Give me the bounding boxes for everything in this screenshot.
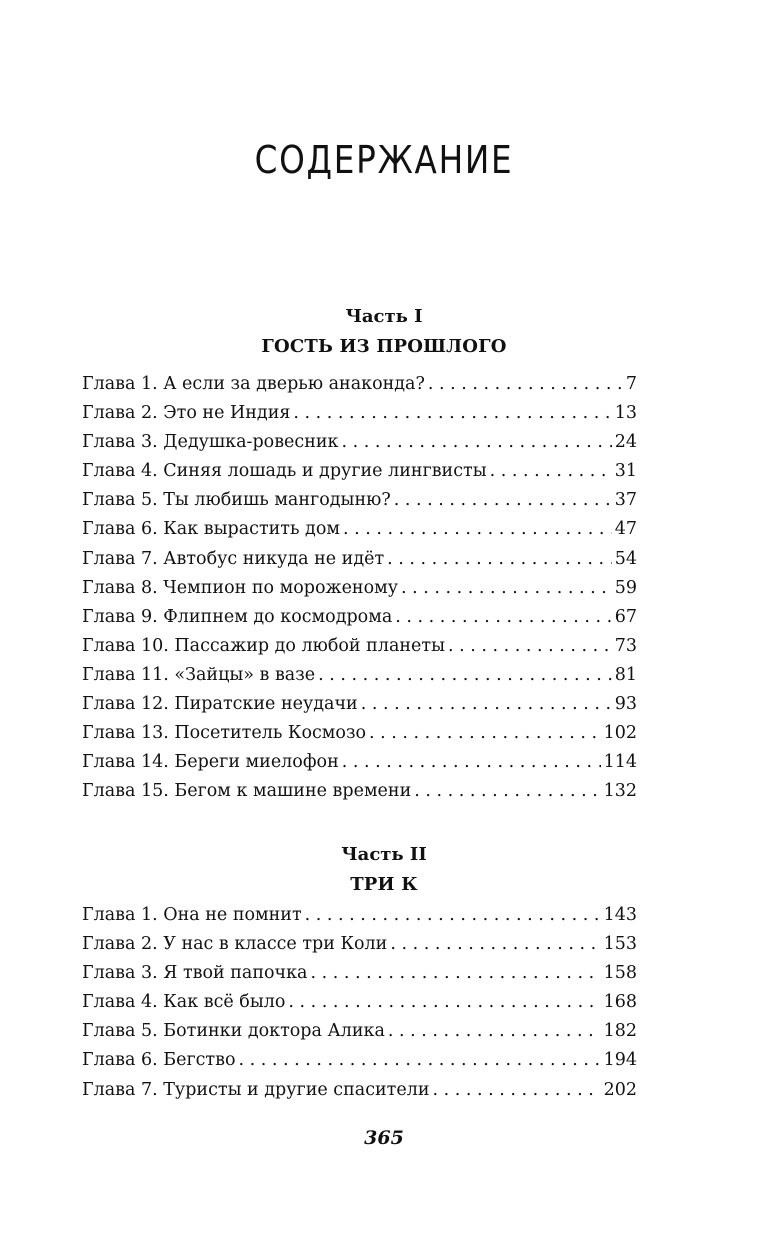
chapter-title: Глава 2. Это не Индия <box>82 403 291 424</box>
toc-entry <box>82 781 637 810</box>
dot-leader <box>414 781 600 801</box>
chapter-title: Глава 2. У нас в классе три Коли <box>82 934 388 955</box>
toc-part-2 <box>82 905 637 1109</box>
dot-leader <box>342 752 601 772</box>
part-2-label: Часть II <box>341 844 427 865</box>
dot-leader <box>448 636 612 656</box>
chapter-page-number: 202 <box>603 1079 637 1100</box>
toc-entry <box>82 374 637 403</box>
dot-leader <box>395 607 611 627</box>
chapter-page-number: 158 <box>603 963 637 984</box>
chapter-page-number: 7 <box>625 374 637 394</box>
chapter-page-number: 168 <box>603 992 637 1013</box>
chapter-title: Глава 11. «Зайцы» в вазе <box>82 664 316 685</box>
dot-leader <box>318 665 612 685</box>
toc-entry <box>82 1021 637 1050</box>
chapter-title: Глава 7. Автобус никуда не идёт <box>82 548 385 569</box>
chapter-title: Глава 7. Туристы и другие спасители <box>82 1079 430 1100</box>
part-1-label: Часть I <box>345 306 423 327</box>
toc-entry <box>82 752 637 781</box>
chapter-title: Глава 6. Как вырастить дом <box>82 519 340 540</box>
dot-leader <box>343 519 612 539</box>
dot-leader <box>239 1050 601 1070</box>
chapter-page-number: 143 <box>603 905 637 925</box>
part-2-name: ТРИ К <box>350 874 418 895</box>
dot-leader <box>369 723 601 743</box>
dot-leader <box>433 1080 601 1100</box>
part-1-name: ГОСТЬ ИЗ ПРОШЛОГО <box>261 336 507 357</box>
chapter-title: Глава 13. Посетитель Космозо <box>82 723 367 744</box>
chapter-page-number: 153 <box>603 934 637 955</box>
toc-entry <box>82 905 637 934</box>
chapter-title: Глава 9. Флипнем до космодрома <box>82 606 393 627</box>
dot-leader <box>490 461 612 481</box>
toc-entry <box>82 607 637 636</box>
page-title: СОДЕРЖАНИЕ <box>254 138 514 182</box>
chapter-page-number: 59 <box>614 577 637 598</box>
chapter-title: Глава 3. Дедушка-ровесник <box>82 432 339 453</box>
chapter-page-number: 102 <box>603 723 637 744</box>
chapter-title: Глава 1. Она не помнит <box>82 905 302 925</box>
chapter-title: Глава 1. А если за дверью анаконда? <box>82 374 425 394</box>
chapter-page-number: 24 <box>614 432 637 453</box>
dot-leader <box>401 578 612 598</box>
chapter-title: Глава 5. Ты любишь мангодыню? <box>82 490 391 511</box>
chapter-page-number: 37 <box>614 490 637 511</box>
dot-leader <box>293 403 611 423</box>
chapter-page-number: 31 <box>614 461 637 482</box>
dot-leader <box>288 992 600 1012</box>
chapter-title: Глава 3. Я твой папочка <box>82 963 308 984</box>
page-number: 365 <box>364 1127 404 1149</box>
chapter-title: Глава 14. Береги миелофон <box>82 752 339 773</box>
toc-entry <box>82 723 637 752</box>
toc-entry <box>82 578 637 607</box>
chapter-page-number: 81 <box>614 664 637 685</box>
chapter-title: Глава 5. Ботинки доктора Алика <box>82 1021 385 1042</box>
chapter-page-number: 114 <box>603 752 637 773</box>
chapter-page-number: 54 <box>614 548 637 569</box>
dot-leader <box>428 374 623 394</box>
toc-entry <box>82 963 637 992</box>
toc-entry <box>82 636 637 665</box>
chapter-page-number: 13 <box>614 403 637 424</box>
chapter-title: Глава 4. Синяя лошадь и другие лингвисты <box>82 461 487 482</box>
chapter-page-number: 132 <box>603 781 637 802</box>
toc-entry <box>82 1080 637 1109</box>
chapter-page-number: 194 <box>603 1050 637 1071</box>
dot-leader <box>341 432 611 452</box>
dot-leader <box>394 490 612 510</box>
toc-entry <box>82 490 637 519</box>
chapter-title: Глава 15. Бегом к машине времени <box>82 781 412 802</box>
chapter-title: Глава 8. Чемпион по мороженому <box>82 577 399 598</box>
toc-entry <box>82 461 637 490</box>
dot-leader <box>310 963 600 983</box>
toc-entry <box>82 665 637 694</box>
dot-leader <box>388 1021 601 1041</box>
chapter-title: Глава 6. Бегство <box>82 1050 236 1071</box>
toc-entry <box>82 403 637 432</box>
toc-entry <box>82 519 637 548</box>
dot-leader <box>361 694 612 714</box>
toc-entry <box>82 694 637 723</box>
dot-leader <box>390 934 600 954</box>
chapter-page-number: 73 <box>614 635 637 656</box>
toc-part-1 <box>82 374 637 810</box>
chapter-title: Глава 12. Пиратские неудачи <box>82 694 358 715</box>
chapter-page-number: 47 <box>614 519 637 540</box>
chapter-title: Глава 4. Как всё было <box>82 992 286 1013</box>
chapter-page-number: 67 <box>614 606 637 627</box>
dot-leader <box>387 549 612 569</box>
toc-entry <box>82 992 637 1021</box>
toc-entry <box>82 934 637 963</box>
chapter-page-number: 182 <box>603 1021 637 1042</box>
dot-leader <box>305 905 601 925</box>
chapter-page-number: 93 <box>614 694 637 715</box>
chapter-title: Глава 10. Пассажир до любой планеты <box>82 635 446 656</box>
toc-entry <box>82 432 637 461</box>
toc-entry <box>82 549 637 578</box>
toc-entry <box>82 1050 637 1079</box>
